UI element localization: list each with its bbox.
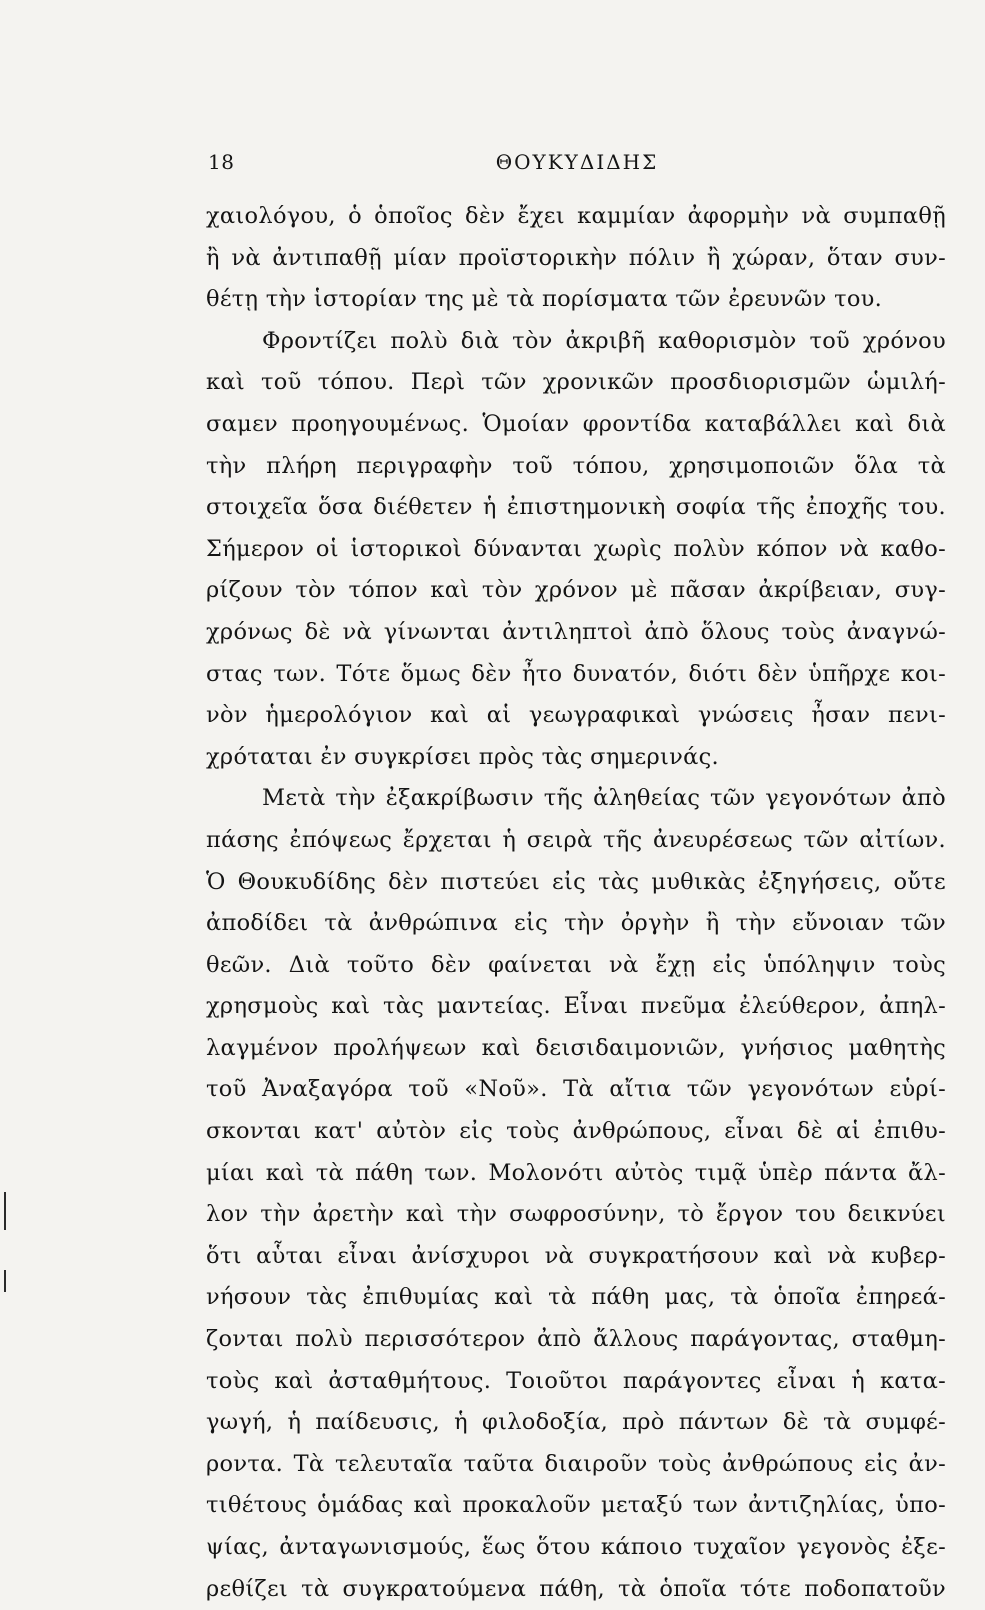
- text-line: ρεθίζει τὰ συγκρατούμενα πάθη, τὰ ὁποῖα τότε ποδοπατοῦν: [206, 1575, 946, 1602]
- text-line: μίαι καὶ τὰ πάθη των. Μολονότι αὐτὸς τιμᾷ ὑπὲρ πάντα ἄλ-: [206, 1159, 946, 1186]
- margin-mark: [4, 1270, 6, 1292]
- text-line: ζονται πολὺ περισσότερον ἀπὸ ἄλλους παράγοντας, σταθμη-: [206, 1326, 946, 1353]
- text-line: τὴν πλήρη περιγραφὴν τοῦ τόπου, χρησιμοποιῶν ὅλα τὰ: [206, 452, 946, 479]
- text-line: λαγμένον προλήψεων καὶ δεισιδαιμονιῶν, γνήσιος μαθητὴς: [206, 1034, 946, 1061]
- text-line: χρόνως δὲ νὰ γίνωνται ἀντιληπτοὶ ἀπὸ ὅλους τοὺς ἀναγνώ-: [206, 618, 946, 645]
- text-line: πάσης ἐπόψεως ἔρχεται ἡ σειρὰ τῆς ἀνευρέσεως τῶν αἰτίων.: [206, 826, 946, 853]
- page-header: [208, 150, 946, 180]
- text-line: νήσουν τὰς ἐπιθυμίας καὶ τὰ πάθη μας, τὰ ὁποῖα ἐπηρεά-: [206, 1284, 946, 1311]
- text-line: σκονται κατ' αὐτὸν εἰς τοὺς ἀνθρώπους, εἶναι δὲ αἱ ἐπιθυ-: [206, 1118, 946, 1145]
- text-line: θέτῃ τὴν ἱστορίαν της μὲ τὰ πορίσματα τῶν ἐρευνῶν του.: [206, 286, 883, 313]
- text-line: Ὁ Θουκυδίδης δὲν πιστεύει εἰς τὰς μυθικὰς ἐξηγήσεις, οὔτε: [206, 868, 946, 895]
- text-line: ροντα. Τὰ τελευταῖα ταῦτα διαιροῦν τοὺς ἀνθρώπους εἰς ἀν-: [206, 1450, 946, 1477]
- text-line: θεῶν. Διὰ τοῦτο δὲν φαίνεται νὰ ἔχῃ εἰς ὑπόληψιν τοὺς: [206, 951, 946, 978]
- text-line: στοιχεῖα ὅσα διέθετεν ἡ ἐπιστημονικὴ σοφία τῆς ἐποχῆς του.: [206, 494, 946, 521]
- text-line: στας των. Τότε ὅμως δὲν ἦτο δυνατόν, διότι δὲν ὑπῆρχε κοι-: [206, 660, 946, 687]
- running-title: ΘΟΥΚΥΔΙΔΗΣ: [495, 150, 659, 174]
- text-line: τοῦ Ἀναξαγόρα τοῦ «Νοῦ». Τὰ αἴτια τῶν γεγονότων εὑρί-: [206, 1076, 946, 1103]
- text-line: χρόταται ἐν συγκρίσει πρὸς τὰς σημερινάς.: [206, 743, 719, 770]
- text-line: τοὺς καὶ ἀσταθμήτους. Τοιοῦτοι παράγοντες εἶναι ἡ κατα-: [206, 1367, 946, 1394]
- text-line: ἀποδίδει τὰ ἀνθρώπινα εἰς τὴν ὀργὴν ἢ τὴν εὔνοιαν τῶν: [206, 910, 946, 937]
- text-line: τιθέτους ὁμάδας καὶ προκαλοῦν μεταξύ των ἀντιζηλίας, ὑπο-: [206, 1492, 946, 1519]
- text-line: σαμεν προηγουμένως. Ὁμοίαν φροντίδα καταβάλλει καὶ διὰ: [206, 410, 946, 437]
- page-number: 18: [208, 150, 235, 174]
- text-line: νὸν ἡμερολόγιον καὶ αἱ γεωγραφικαὶ γνώσεις ἦσαν πενι-: [206, 702, 946, 729]
- text-line: καὶ τοῦ τόπου. Περὶ τῶν χρονικῶν προσδιορισμῶν ὡμιλή-: [206, 369, 946, 396]
- text-line: ἢ νὰ ἀντιπαθῇ μίαν προϊστορικὴν πόλιν ἢ χώραν, ὅταν συν-: [206, 244, 946, 271]
- body-text: [206, 196, 946, 1610]
- text-line: χαιολόγου, ὁ ὁποῖος δὲν ἔχει καμμίαν ἀφορμὴν νὰ συμπαθῇ: [206, 203, 946, 229]
- text-line: γωγή, ἡ παίδευσις, ἡ φιλοδοξία, πρὸ πάντων δὲ τὰ συμφέ-: [206, 1409, 946, 1436]
- margin-mark: [4, 1192, 6, 1230]
- text-line: Μετὰ τὴν ἐξακρίβωσιν τῆς ἀληθείας τῶν γεγονότων ἀπὸ: [262, 785, 946, 812]
- text-line: ρίζουν τὸν τόπον καὶ τὸν χρόνον μὲ πᾶσαν ἀκρίβειαν, συγ-: [206, 577, 946, 604]
- text-line: Φροντίζει πολὺ διὰ τὸν ἀκριβῆ καθορισμὸν τοῦ χρόνου: [262, 327, 946, 354]
- text-line: ψίας, ἀνταγωνισμούς, ἕως ὅτου κάποιο τυχαῖον γεγονὸς ἐξε-: [206, 1534, 946, 1560]
- text-line: λον τὴν ἀρετὴν καὶ τὴν σωφροσύνην, τὸ ἔργον του δεικνύει: [206, 1201, 946, 1228]
- text-line: χρησμοὺς καὶ τὰς μαντείας. Εἶναι πνεῦμα ἐλεύθερον, ἀπηλ-: [206, 993, 946, 1020]
- text-line: ὅτι αὗται εἶναι ἀνίσχυροι νὰ συγκρατήσουν καὶ νὰ κυβερ-: [206, 1242, 946, 1269]
- text-line: Σήμερον οἱ ἱστορικοὶ δύνανται χωρὶς πολὺν κόπον νὰ καθο-: [206, 535, 946, 562]
